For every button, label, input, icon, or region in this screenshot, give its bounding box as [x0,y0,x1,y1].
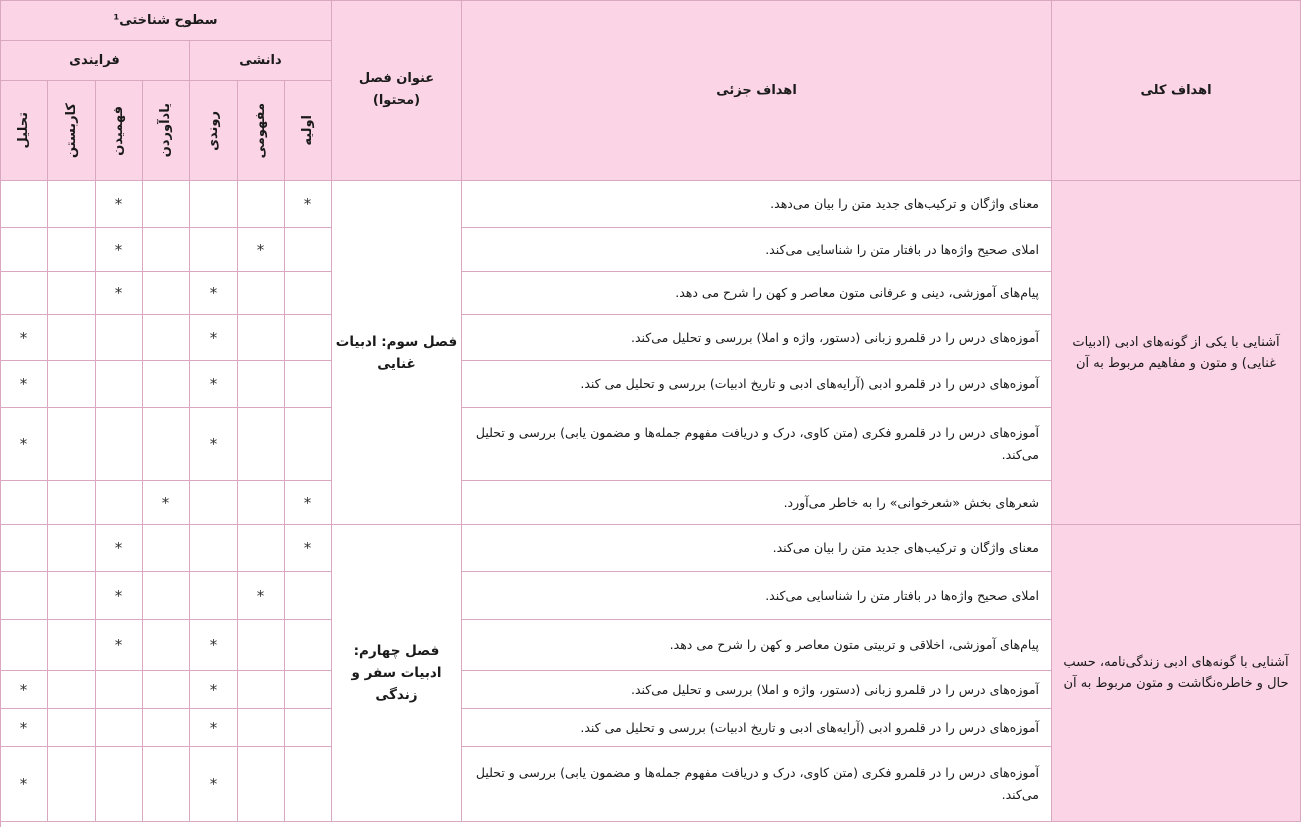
level-cell [0,272,48,315]
level-cell [142,481,190,525]
level-cell [142,747,190,822]
level-cell [237,747,285,822]
level-cell [190,272,238,315]
level-cell [48,620,96,671]
level-cell [284,525,332,572]
level-cell [284,408,332,481]
level-cell [0,315,48,361]
level-cell [190,572,238,620]
sublevel-label: اولیه [300,115,315,146]
level-mark: * [209,680,218,699]
objective-text: معنای واژگان و ترکیب‌های جدید متن را بیان می‌کند. [462,525,1052,572]
level-cell [95,408,143,481]
level-cell [142,181,190,228]
level-cell [284,272,332,315]
level-cell [95,709,143,747]
level-cell [142,228,190,272]
level-cell [95,361,143,408]
level-cell [190,747,238,822]
level-cell [95,525,143,572]
level-mark: * [19,775,28,793]
level-mark: * [303,195,312,213]
level-cell [142,709,190,747]
level-cell [190,525,238,572]
general-goal-text: آشنایی با یکی از گونه‌های ادبی (ادبیات غنایی) و متون و مفاهیم مربوط به آن [1072,334,1280,371]
level-cell [190,481,238,525]
level-cell [237,361,285,408]
level-cell [237,620,285,671]
sublevel-label: یادآوردن [158,103,173,158]
level-cell [190,620,238,671]
level-cell [284,315,332,361]
level-cell [237,572,285,620]
level-cell [48,747,96,822]
objective-text: آموزه‌های درس را در قلمرو فکری (متن کاوی، درک و دریافت مفهوم جمله‌ها و مضمون یابی) بررسی و تحلیل می‌کند. [462,408,1052,481]
level-cell [190,228,238,272]
level-cell [48,272,96,315]
level-cell [48,572,96,620]
chapter-cell [332,181,462,525]
level-cell [237,671,285,709]
level-cell [48,709,96,747]
sublevel-label: کاربستن [64,102,79,159]
level-mark: * [303,539,312,557]
level-mark: * [19,680,28,699]
level-mark: * [209,718,218,737]
level-cell [190,361,238,408]
sublevel-label: روندی [206,110,221,151]
objective-text: پیام‌های آموزشی، دینی و عرفانی متون معاصر و کهن را شرح می دهد. [462,272,1052,315]
objective-text: آموزه‌های درس را در قلمرو فکری (متن کاوی، درک و دریافت مفهوم جمله‌ها و مضمون یابی) بررسی و تحلیل می‌کند. [462,747,1052,822]
level-cell [0,671,48,709]
level-cell [0,181,48,228]
header-chapter-title: عنوان فصل (محتوا) [332,0,462,181]
level-cell [142,620,190,671]
chapter-title: فصل سوم: ادبیات غنایی [335,333,458,372]
level-mark: * [114,284,123,302]
level-cell [284,620,332,671]
objective-text: معنای واژگان و ترکیب‌های جدید متن را بیان می‌دهد. [462,181,1052,228]
header-process: فرایندی [0,41,190,81]
level-cell [190,709,238,747]
level-cell [95,272,143,315]
level-cell [190,315,238,361]
level-cell [0,525,48,572]
level-cell [190,181,238,228]
objective-text: آموزه‌های درس را در قلمرو ادبی (آرایه‌های ادبی و تاریخ ادبیات) بررسی و تحلیل می کند. [462,709,1052,747]
level-cell [190,671,238,709]
level-cell [237,408,285,481]
level-cell [284,361,332,408]
header-partial-goals: اهداف جزئی [462,0,1052,181]
objective-text: املای صحیح واژه‌ها در بافتار متن را شناسایی می‌کند. [462,572,1052,620]
level-cell [0,620,48,671]
objective-text: آموزه‌های درس را در قلمرو ادبی (آرایه‌های ادبی و تاریخ ادبیات) بررسی و تحلیل می کند. [462,361,1052,408]
level-cell [48,315,96,361]
level-cell [142,272,190,315]
level-mark: * [19,328,28,347]
level-mark: * [209,636,218,654]
level-mark: * [209,284,218,302]
level-cell [284,671,332,709]
level-cell [284,709,332,747]
level-cell [237,709,285,747]
level-cell [0,228,48,272]
level-cell [142,408,190,481]
level-cell [142,361,190,408]
level-cell [0,361,48,408]
level-cell [284,481,332,525]
level-cell [95,671,143,709]
level-mark: * [19,375,28,393]
level-cell [95,620,143,671]
level-cell [237,481,285,525]
sublevel-label: تحلیل [16,112,31,149]
level-cell [95,572,143,620]
header-knowledge: دانشی [190,41,332,81]
level-cell [237,181,285,228]
level-cell [142,525,190,572]
general-goal-cell [1052,181,1301,525]
level-mark: * [19,435,28,453]
level-cell [95,315,143,361]
header-general-goals: اهداف کلی [1052,0,1301,181]
level-cell [48,361,96,408]
level-mark: * [209,328,218,347]
level-cell [142,671,190,709]
objective-text: آموزه‌های درس را در قلمرو زبانی (دستور، واژه و املا) بررسی و تحلیل می‌کند. [462,315,1052,361]
level-mark: * [209,775,218,793]
level-cell [48,228,96,272]
level-cell [0,709,48,747]
level-cell [237,525,285,572]
header-sublevel-understanding [95,81,143,181]
level-cell [190,408,238,481]
level-cell [48,481,96,525]
level-mark: * [19,718,28,737]
level-cell [0,747,48,822]
header-sublevel-conceptual [237,81,285,181]
general-goal-cell [1052,525,1301,822]
level-cell [284,572,332,620]
level-mark: * [209,375,218,393]
level-cell [142,315,190,361]
level-cell [237,272,285,315]
level-cell [95,181,143,228]
level-mark: * [256,240,265,259]
level-cell [237,228,285,272]
level-cell [95,481,143,525]
chapter-cell [332,525,462,822]
objective-text: املای صحیح واژه‌ها در بافتار متن را شناسایی می‌کند. [462,228,1052,272]
header-sublevel-procedural [190,81,238,181]
level-cell [237,315,285,361]
level-mark: * [114,539,123,557]
sublevel-label: فهمیدن [111,105,126,156]
sublevel-label: مفهومی [253,102,268,159]
level-cell [284,747,332,822]
chapter-title: فصل چهارم: ادبیات سفر و زندگی [351,643,442,703]
header-cognitive-levels: سطوح شناختی¹ [0,0,332,41]
level-mark: * [256,586,265,605]
level-cell [95,228,143,272]
level-cell [48,408,96,481]
level-mark: * [209,435,218,453]
level-cell [0,572,48,620]
header-sublevel-applying [48,81,96,181]
level-cell [48,671,96,709]
level-cell [0,408,48,481]
level-cell [48,181,96,228]
level-cell [284,181,332,228]
objective-text: آموزه‌های درس را در قلمرو زبانی (دستور، واژه و املا) بررسی و تحلیل می‌کند. [462,671,1052,709]
level-mark: * [114,240,123,259]
level-cell [142,572,190,620]
header-sublevel-primary [284,81,332,181]
header-sublevel-remembering [142,81,190,181]
level-cell [0,481,48,525]
objective-text: شعرهای بخش «شعرخوانی» را به خاطر می‌آورد. [462,481,1052,525]
level-mark: * [161,493,170,512]
level-mark: * [114,636,123,654]
level-cell [95,747,143,822]
level-mark: * [303,493,312,512]
level-cell [284,228,332,272]
level-mark: * [114,586,123,605]
header-sublevel-analyzing [0,81,48,181]
objective-text: پیام‌های آموزشی، اخلاقی و تربیتی متون معاصر و کهن را شرح می دهد. [462,620,1052,671]
level-mark: * [114,195,123,213]
level-cell [48,525,96,572]
general-goal-text: آشنایی با گونه‌های ادبی زندگی‌نامه، حسب حال و خاطره‌نگاشت و متون مربوط به آن [1063,655,1289,691]
